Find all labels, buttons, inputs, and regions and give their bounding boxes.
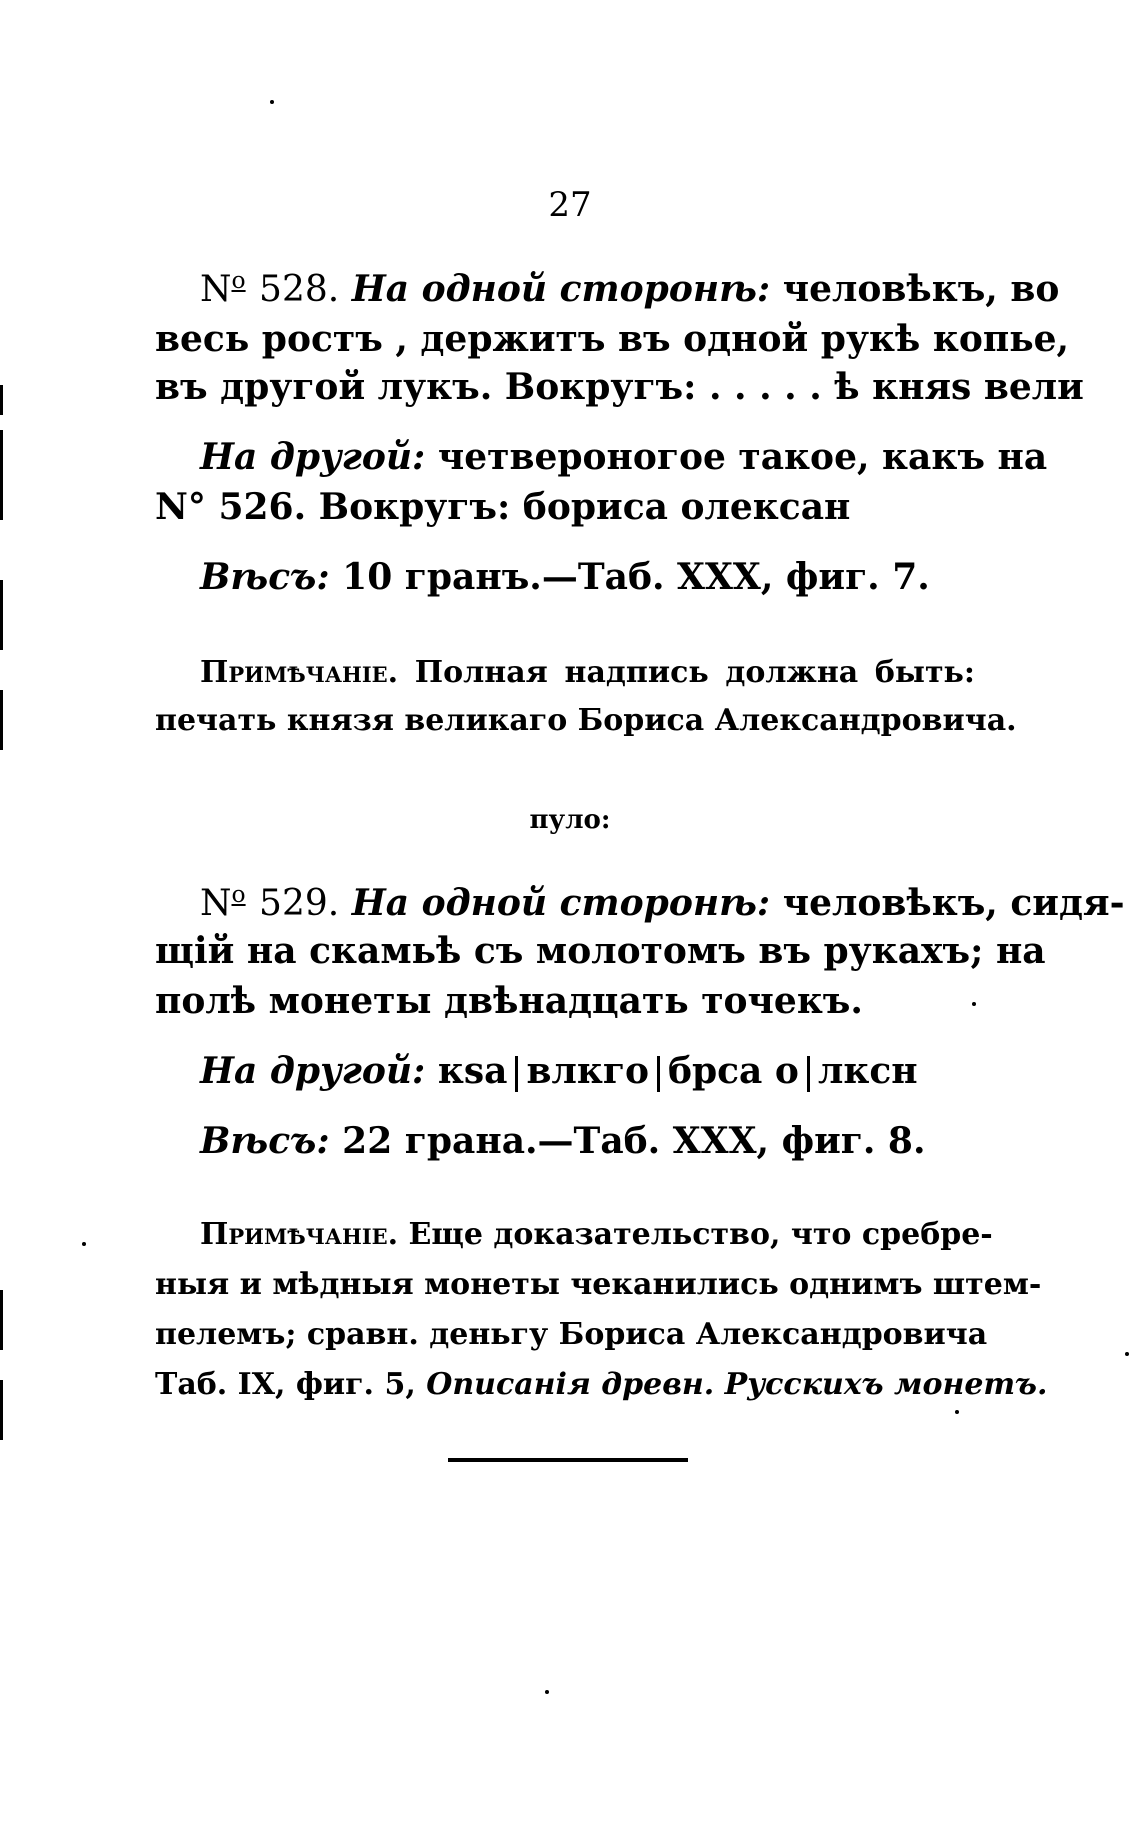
note-529-reference: Таб. IX, фиг. 5,	[155, 1367, 416, 1402]
note-529-source-title: Описанія древн. Русскихъ монетъ.	[426, 1367, 1048, 1402]
entry-529-reverse-label: На другой:	[200, 1050, 426, 1092]
divider-bar	[515, 1056, 518, 1092]
reverse-part-1: кѕа	[437, 1050, 508, 1092]
scan-speck	[972, 1002, 976, 1006]
reverse-part-2: влкго	[526, 1050, 649, 1092]
scan-edge-mark	[0, 1380, 3, 1440]
entry-528-weight-text: 10 гранъ.—Таб. XXX, фиг. 7.	[342, 556, 930, 598]
closing-rule	[448, 1458, 688, 1462]
scan-edge-mark	[0, 430, 3, 520]
entry-528-reverse	[200, 436, 1048, 478]
entry-528-line-2: весь ростъ , держитъ въ одной рукѣ копье,	[155, 318, 1070, 360]
scan-speck	[82, 1242, 86, 1246]
entry-528-line-1	[200, 266, 1060, 310]
note-529-label: Примѣчаніе.	[200, 1217, 399, 1252]
entry-529-line-2: щій на скамьѣ съ молотомъ въ рукахъ; на	[155, 930, 1046, 972]
entry-528-reverse-line-2: N° 526. Вокругъ: бориса олексан	[155, 486, 851, 528]
note-529-line-3: пелемъ; сравн. деньгу Бориса Александровича	[155, 1317, 988, 1352]
note-529-line-1	[200, 1217, 993, 1252]
note-528-text-1: Полная надпись должна быть:	[414, 655, 975, 690]
note-529-line-2: ныя и мѣдныя монеты чеканились однимъ штем-	[155, 1267, 1042, 1302]
scan-edge-mark	[0, 385, 3, 415]
note-528-label: Примѣчаніе.	[200, 655, 399, 690]
note-528-line-2: печать князя великаго Бориса Александровича.	[155, 703, 1017, 738]
note-529-text-1: Еще доказательство, что сребре-	[408, 1217, 993, 1252]
scan-edge-mark	[0, 1290, 3, 1350]
entry-529-obverse-label: На одной сторонѣ:	[351, 881, 771, 924]
entry-529-line-1	[200, 880, 1125, 924]
entry-528-reverse-text: четвероногое такое, какъ на	[437, 436, 1048, 478]
divider-bar	[657, 1056, 660, 1092]
entry-529-weight-label: Вѣсъ:	[200, 1120, 330, 1162]
reverse-part-3: брса о	[667, 1050, 799, 1092]
divider-bar	[807, 1056, 810, 1092]
entry-529-text-1: человѣкъ, сидя-	[782, 881, 1125, 924]
reverse-part-4: лксн	[817, 1050, 918, 1092]
scan-edge-mark	[0, 690, 3, 750]
note-528-line-1	[200, 656, 975, 689]
entry-528-weight	[200, 558, 975, 598]
scan-speck	[955, 1410, 959, 1414]
entry-529-reverse	[200, 1052, 975, 1092]
entry-529-weight	[200, 1122, 975, 1162]
scan-edge-mark	[0, 580, 3, 650]
entry-529-number: $N^o$ 529.	[200, 880, 340, 924]
entry-528-obverse-label: На одной сторонѣ:	[351, 267, 771, 310]
page-number: 27	[548, 185, 592, 225]
entry-529-weight-text: 22 грана.—Таб. XXX, фиг. 8.	[342, 1120, 926, 1162]
entry-528-text-1: человѣкъ, во	[782, 267, 1060, 310]
scan-speck	[545, 1690, 549, 1694]
entry-528-weight-label: Вѣсъ:	[200, 556, 330, 598]
note-529-line-4	[155, 1367, 1048, 1402]
entry-528-line-3: въ другой лукъ. Вокругъ: . . . . . ѣ княѕ вели	[155, 366, 1084, 408]
scan-speck	[1125, 1352, 1129, 1356]
entry-528-reverse-label: На другой:	[200, 436, 426, 478]
scan-speck	[270, 100, 274, 104]
entry-528-number: $N^o$ 528.	[200, 266, 340, 310]
entry-529-line-3: полѣ монеты двѣнадцать точекъ.	[155, 980, 863, 1022]
section-heading: пуло:	[529, 805, 611, 835]
